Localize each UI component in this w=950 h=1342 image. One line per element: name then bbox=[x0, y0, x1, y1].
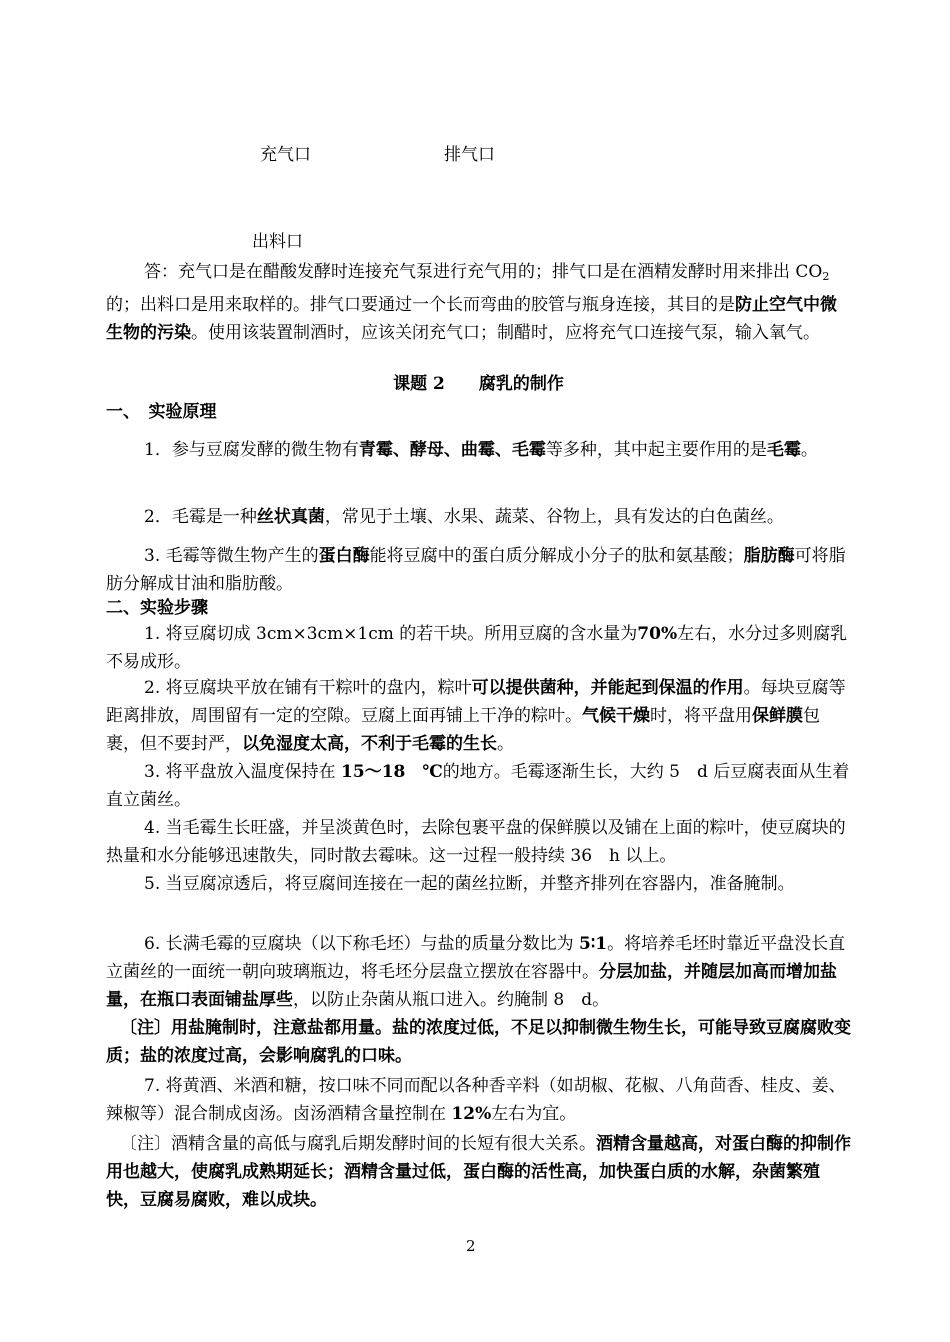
text: 1. 将豆腐切成 3cm×3cm×1cm 的若干块。所用豆腐的含水量为 bbox=[144, 624, 638, 644]
text: 能将豆腐中的蛋白质分解成小分子的肽和氨基酸； bbox=[369, 546, 744, 566]
text: 3. 毛霉等微生物产生的 bbox=[144, 546, 319, 566]
text: 2. 将豆腐块平放在铺有干粽叶的盘内，粽叶 bbox=[144, 678, 472, 698]
text: 时，将平盘用 bbox=[650, 706, 752, 726]
principle-item-1 bbox=[106, 436, 851, 464]
text: 。 bbox=[497, 734, 514, 754]
bold-text: 蛋白酶 bbox=[318, 546, 370, 566]
page-number: 2 bbox=[466, 1237, 476, 1255]
step-1 bbox=[106, 620, 851, 676]
text: 。将培养毛坯时靠近平盘没长直立菌丝的一面统一朝向玻璃瓶边，将毛坯分层盘立摆放在容器中。 bbox=[106, 934, 846, 982]
bold-text: 70% bbox=[637, 624, 678, 644]
text: 可将脂肪分解成甘油和脂肪酸。 bbox=[106, 546, 846, 594]
co2-subscript: 2 bbox=[822, 270, 830, 283]
answer-bold: 防止空气中微生物的污染 bbox=[106, 295, 837, 343]
step-3 bbox=[106, 758, 851, 814]
heading-steps: 二、实验步骤 bbox=[106, 598, 208, 618]
text: ，以防止杂菌从瓶口进入。约腌制 8 d。 bbox=[293, 990, 610, 1010]
bold-text: 气候干燥 bbox=[582, 706, 650, 726]
bold-text: 以免湿度太高，不利于毛霉的生长 bbox=[242, 734, 497, 754]
bold-text: 丝状真菌 bbox=[256, 507, 325, 527]
text: 包裹，但不要封严， bbox=[106, 706, 820, 754]
answer-text-2: 的；出料口是用来取样的。排气口要通过一个长而弯曲的胶管与瓶身连接，其目的是 bbox=[106, 295, 735, 315]
inlet-label: 充气口 bbox=[260, 145, 311, 165]
exhaust-label: 排气口 bbox=[444, 145, 495, 165]
answer-text-3: 。使用该装置制酒时，应该关闭充气口；制醋时，应将充气口连接气泵，输入氧气。 bbox=[191, 323, 820, 343]
bold-text: 分层加盐，并随层加高而增加盐量，在瓶口表面铺盐厚些 bbox=[106, 962, 837, 1010]
step-2 bbox=[106, 674, 851, 758]
step-4: 4. 当毛霉生长旺盛，并呈淡黄色时，去除包裹平盘的保鲜膜以及铺在上面的粽叶，使豆腐块的热量和水分能够迅速散失，同时散去霉味。这一过程一般持续 36 h 以上。 bbox=[106, 818, 846, 866]
note-2 bbox=[106, 1130, 851, 1214]
step-5: 5. 当豆腐凉透后，将豆腐间连接在一起的菌丝拉断，并整齐排列在容器内，准备腌制。 bbox=[144, 874, 795, 894]
step-6 bbox=[106, 930, 851, 1014]
text: 。每块豆腐等距离排放，周围留有一定的空隙。豆腐上面再铺上干净的粽叶。 bbox=[106, 678, 846, 726]
bold-text: 青霉、酵母、曲霉、毛霉 bbox=[358, 440, 546, 460]
section-title: 课题 2 腐乳的制作 bbox=[393, 374, 564, 394]
bold-text: 15～18 ℃ bbox=[341, 762, 443, 782]
bold-text: 毛霉 bbox=[766, 440, 801, 460]
bold-text: 12% bbox=[451, 1104, 492, 1124]
text: 左右，水分过多则腐乳不易成形。 bbox=[106, 624, 848, 672]
bold-text: 脂肪酶 bbox=[743, 546, 795, 566]
principle-item-2 bbox=[106, 503, 851, 531]
text: 的地方。毛霉逐渐生长，大约 5 d 后豆腐表面从生着直立菌丝。 bbox=[106, 762, 850, 810]
answer-paragraph bbox=[106, 258, 851, 347]
step-7 bbox=[106, 1072, 851, 1128]
bold-text: 保鲜膜 bbox=[752, 706, 803, 726]
text: 。 bbox=[800, 440, 818, 460]
text: 等多种，其中起主要作用的是 bbox=[545, 440, 767, 460]
text: ，常见于土壤、水果、蔬菜、谷物上，具有发达的白色菌丝。 bbox=[324, 507, 784, 527]
text: 1．参与豆腐发酵的微生物有 bbox=[144, 440, 359, 460]
text: 左右为宜。 bbox=[491, 1104, 577, 1124]
text: 〔注〕酒精含量的高低与腐乳后期发酵时间的长短有很大关系。 bbox=[120, 1134, 596, 1154]
text: 2．毛霉是一种 bbox=[144, 507, 257, 527]
bold-text: 可以提供菌种，并能起到保温的作用 bbox=[471, 678, 744, 698]
bold-text: 5∶1 bbox=[579, 934, 608, 954]
answer-text-1: 答：充气口是在醋酸发酵时连接充气泵进行充气用的；排气口是在酒精发酵时用来排出 CO bbox=[144, 262, 823, 282]
text: 3. 将平盘放入温度保持在 bbox=[144, 762, 342, 782]
heading-principle: 一、 实验原理 bbox=[106, 402, 217, 422]
text: 7. 将黄酒、米酒和糖，按口味不同而配以各种香辛料（如胡椒、花椒、八角茴香、桂皮、姜、辣椒等）混合制成卤汤。卤汤酒精含量控制在 bbox=[106, 1076, 846, 1124]
bold-text: 酒精含量越高，对蛋白酶的抑制作用也越大，使腐乳成熟期延长；酒精含量过低，蛋白酶的活性高，加快蛋白质的水解，杂菌繁殖快，豆腐易腐败，难以成块。 bbox=[106, 1134, 851, 1210]
note-1: 〔注〕用盐腌制时，注意盐都用量。盐的浓度过低，不足以抑制微生物生长，可能导致豆腐腐败变质；盐的浓度过高，会影响腐乳的口味。 bbox=[106, 1018, 851, 1066]
principle-item-3 bbox=[106, 542, 851, 598]
text: 6. 长满毛霉的豆腐块（以下称毛坯）与盐的质量分数比为 bbox=[144, 934, 580, 954]
outlet-label: 出料口 bbox=[252, 232, 303, 252]
